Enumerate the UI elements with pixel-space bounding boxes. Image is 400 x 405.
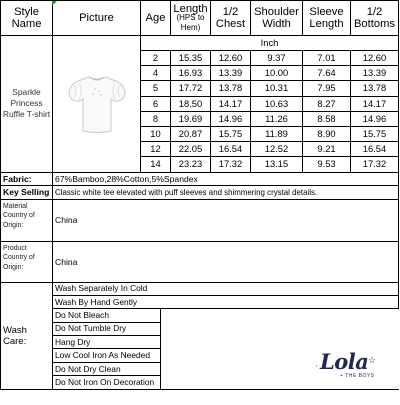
unit-row	[1, 36, 399, 51]
age-cell: 6	[141, 96, 171, 111]
style-name-cell: Sparkle Princess Ruffle T-shirt	[1, 36, 53, 173]
length-cell: 22.05	[171, 142, 211, 157]
sleeve-cell: 8.27	[303, 96, 351, 111]
sparkle-dots-icon: • ·	[316, 363, 320, 368]
shoulder-cell: 12.52	[251, 142, 303, 157]
product-origin-label: Product Country of Origin:	[1, 241, 53, 282]
chest-cell: 12.60	[211, 51, 251, 66]
age-cell: 5	[141, 81, 171, 96]
bottoms-cell: 13.78	[351, 81, 399, 96]
bottoms-cell: 17.32	[351, 157, 399, 172]
shoulder-cell: 10.63	[251, 96, 303, 111]
age-cell: 14	[141, 157, 171, 172]
chest-cell: 16.54	[211, 142, 251, 157]
sleeve-cell: 7.95	[303, 81, 351, 96]
length-cell: 15.35	[171, 51, 211, 66]
key-selling-row	[1, 185, 399, 199]
shoulder-cell: 10.00	[251, 66, 303, 81]
bottoms-cell: 14.17	[351, 96, 399, 111]
shoulder-cell: 11.89	[251, 126, 303, 141]
bottoms-cell: 16.54	[351, 142, 399, 157]
age-cell: 10	[141, 126, 171, 141]
brand-logo-text: Lola	[320, 349, 369, 374]
chest-cell: 13.39	[211, 66, 251, 81]
wash-care-item: Hang Dry	[53, 336, 161, 349]
shoulder-cell: 9.37	[251, 51, 303, 66]
wash-care-item: Wash Separately In Cold	[53, 282, 399, 295]
shoulder-cell: 11.26	[251, 111, 303, 126]
chest-cell: 17.32	[211, 157, 251, 172]
wash-care-item: Wash By Hand Gently	[53, 295, 399, 308]
age-cell: 12	[141, 142, 171, 157]
product-origin-row	[1, 241, 399, 282]
chest-cell: 15.75	[211, 126, 251, 141]
wash-care-row	[1, 295, 399, 308]
blank-cell	[161, 309, 399, 322]
brand-logo-subtext: + THE BOYS	[340, 373, 375, 379]
sleeve-cell: 7.01	[303, 51, 351, 66]
header-sleeve: Sleeve Length	[303, 1, 351, 36]
wash-care-row	[1, 282, 399, 295]
chest-cell: 14.17	[211, 96, 251, 111]
unit-label: Inch	[141, 36, 399, 51]
wash-care-label: Wash Care:	[1, 282, 53, 389]
material-origin-row	[1, 199, 399, 241]
wash-care-row	[1, 309, 399, 322]
header-chest: 1/2 Chest	[211, 1, 251, 36]
shoulder-cell: 10.31	[251, 81, 303, 96]
sleeve-cell: 8.90	[303, 126, 351, 141]
header-style-name: Style Name	[1, 1, 53, 36]
product-info-table	[0, 172, 399, 283]
size-chart-header-row	[1, 1, 399, 36]
sleeve-cell: 7.64	[303, 66, 351, 81]
wash-care-item: Low Cool Iron As Needed	[53, 349, 161, 362]
header-picture: Picture	[53, 1, 141, 36]
cell-comment-marker-icon	[52, 1, 57, 6]
wash-care-item: Do Not Dry Clean	[53, 362, 161, 375]
sleeve-cell: 9.53	[303, 157, 351, 172]
wash-care-item: Do Not Bleach	[53, 309, 161, 322]
length-cell: 17.72	[171, 81, 211, 96]
product-picture	[53, 36, 141, 173]
header-age: Age	[141, 1, 171, 36]
header-length-main: Length	[173, 3, 208, 15]
key-selling-label: Key Selling	[1, 185, 53, 199]
header-bottoms: 1/2 Bottoms	[351, 1, 399, 36]
bottoms-cell: 13.39	[351, 66, 399, 81]
bottoms-cell: 14.96	[351, 111, 399, 126]
age-cell: 4	[141, 66, 171, 81]
age-cell: 8	[141, 111, 171, 126]
header-length-sub: (HPS to Hem)	[176, 13, 205, 32]
length-cell: 18.50	[171, 96, 211, 111]
bottoms-cell: 15.75	[351, 126, 399, 141]
chest-cell: 14.96	[211, 111, 251, 126]
fabric-label: Fabric:	[1, 172, 53, 185]
material-origin-value: China	[53, 199, 399, 241]
length-cell: 19.69	[171, 111, 211, 126]
brand-logo	[316, 349, 380, 385]
length-cell: 20.87	[171, 126, 211, 141]
header-length	[171, 1, 211, 36]
length-cell: 23.23	[171, 157, 211, 172]
key-selling-value: Classic white tee elevated with puff sleeves and shimmering crystal details.	[53, 185, 399, 199]
shoulder-cell: 13.15	[251, 157, 303, 172]
header-shoulder: Shoulder Width	[251, 1, 303, 36]
age-cell: 2	[141, 51, 171, 66]
chest-cell: 13.78	[211, 81, 251, 96]
wash-care-item: Do Not Tumble Dry	[53, 322, 161, 335]
blank-cell	[161, 322, 399, 335]
bottoms-cell: 12.60	[351, 51, 399, 66]
blank-cell	[161, 336, 399, 349]
size-chart-table	[0, 0, 399, 173]
product-origin-value: China	[53, 241, 399, 282]
fabric-row	[1, 172, 399, 185]
wash-care-row	[1, 336, 399, 349]
length-cell: 16.93	[171, 66, 211, 81]
wash-care-item: Do Not Iron On Decoration	[53, 376, 161, 389]
sleeve-cell: 9.21	[303, 142, 351, 157]
fabric-value: 67%Bamboo,28%Cotton,5%Spandex	[53, 172, 399, 185]
wash-care-row	[1, 322, 399, 335]
white-tee-icon	[66, 71, 128, 137]
star-icon: ☆	[368, 355, 377, 365]
sleeve-cell: 8.58	[303, 111, 351, 126]
material-origin-label: Material Country of Origin:	[1, 199, 53, 241]
